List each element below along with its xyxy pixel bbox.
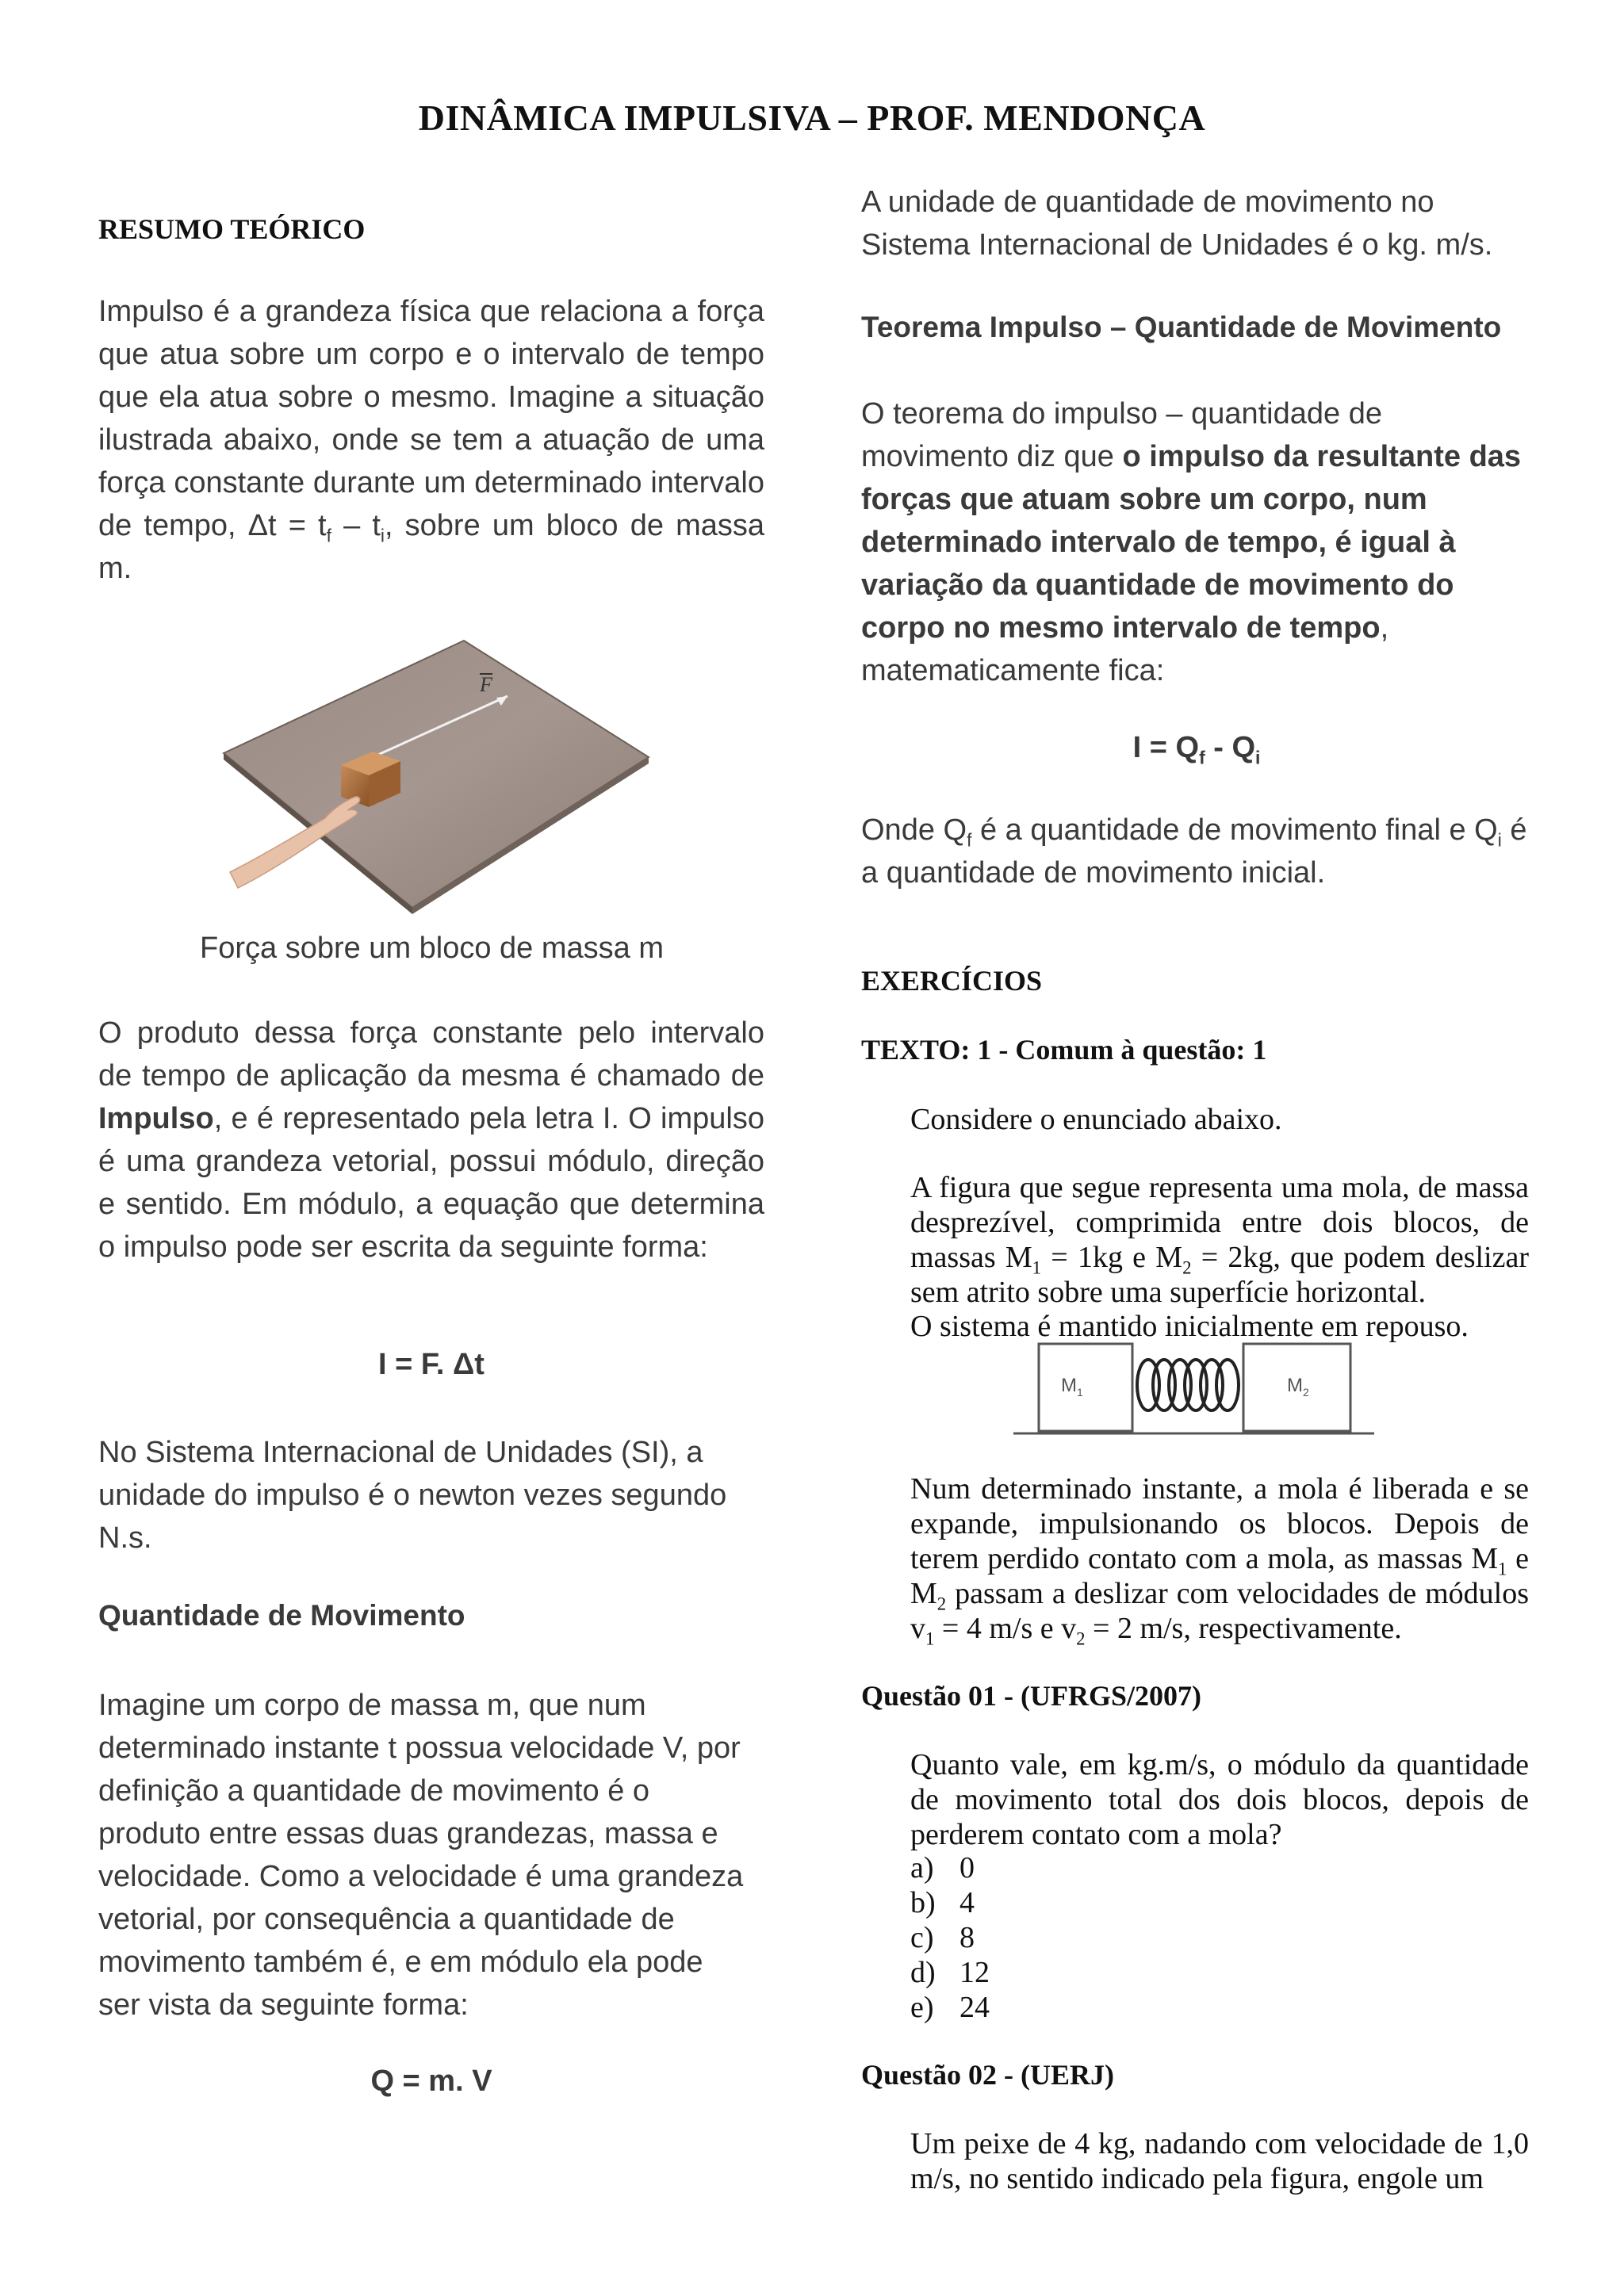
spring-coil <box>1137 1360 1239 1410</box>
q2-text: Um peixe de 4 kg, nadando com velocidade de 1,0 m/s, no sentido indicado pela figura, engole um <box>910 2127 1529 2195</box>
m2-label: $M_2$ <box>1287 1375 1309 1399</box>
num-sub-v1: 1 <box>925 1628 935 1649</box>
option-letter: c) <box>910 1921 934 1954</box>
intro-paragraph <box>98 290 764 590</box>
impulse-formula: I = F. Δt <box>378 1348 485 1381</box>
onde-text-1: Onde Q <box>861 813 967 847</box>
q1-option-b <box>910 1885 990 1920</box>
onde-sub-f: f <box>967 829 972 851</box>
block-m1 <box>1039 1344 1132 1431</box>
unit-paragraph: A unidade de quantidade de movimento no Sistema Internacional de Unidades é o kg. m/s. <box>861 186 1493 262</box>
num-sub-2: 2 <box>936 1594 947 1614</box>
force-label: F <box>480 673 492 696</box>
figure-caption: Força sobre um bloco de massa m <box>200 932 665 965</box>
num-text-3: passam a deslizar com velocidades de módulos v <box>910 1577 1529 1645</box>
theorem-bold: o impulso da resultante das forças que atuam sobre um corpo, num determinado intervalo de tempo, é igual à variação da quantidade de movimento do corpo no mesmo intervalo de tempo <box>861 440 1522 645</box>
num-text-1: Num determinado instante, a mola é liberada e se expande, impulsionando os blocos. Depois de terem perdido contato com a mola, as massas M <box>910 1472 1529 1575</box>
option-value: 12 <box>959 1956 990 1989</box>
q1-text: Quanto vale, em kg.m/s, o módulo da quantidade de movimento total dos dois blocos, depois de perderem contato com a mola? <box>910 1748 1529 1851</box>
sistema-text: O sistema é mantido inicialmente em repouso. <box>910 1310 1469 1343</box>
num-text-2: e M <box>910 1542 1530 1610</box>
exercicios-heading: EXERCÍCIOS <box>861 965 1043 997</box>
option-value: 8 <box>959 1921 975 1954</box>
num-sub-v2: 2 <box>1076 1628 1086 1649</box>
figura-text-2: = 1kg e M <box>1041 1241 1183 1274</box>
resumo-heading: RESUMO TEÓRICO <box>98 213 366 245</box>
intro-text: Impulso é a grandeza física que relaciona a força que atua sobre um corpo e o intervalo de tempo que ela atua sobre o mesmo. Imagine a situação ilustrada abaixo, onde se tem a atuação de uma força constante durante um determinado intervalo de tempo, Δt = t <box>98 295 764 542</box>
q1-option-d <box>910 1955 990 1990</box>
option-letter: e) <box>910 1991 934 2024</box>
q1-option-c <box>910 1920 990 1955</box>
qm-formula: Q = m. V <box>370 2064 492 2098</box>
page-title: DINÂMICA IMPULSIVA – PROF. MENDONÇA <box>418 98 1206 138</box>
spring-blocks-figure <box>1013 1340 1378 1435</box>
theorem-formula-sub-f: f <box>1199 747 1205 768</box>
force-block-figure <box>214 634 658 928</box>
qm-heading: Quantidade de Movimento <box>98 1599 465 1632</box>
q2-heading: Questão 02 - (UERJ) <box>861 2059 1114 2091</box>
theorem-heading: Teorema Impulso – Quantidade de Movimento <box>861 311 1502 343</box>
onde-paragraph <box>861 809 1532 894</box>
num-paragraph <box>910 1471 1530 1649</box>
theorem-formula <box>861 731 1532 768</box>
option-value: 24 <box>959 1991 990 2024</box>
num-text-5: = 2 m/s, respectivamente. <box>1085 1612 1402 1645</box>
q1-option-e <box>910 1990 990 2025</box>
onde-sub-i: i <box>1497 829 1502 851</box>
intro-end: , sobre um bloco de massa m. <box>98 509 764 585</box>
option-letter: b) <box>910 1886 936 1919</box>
figura-text-1: A figura que segue representa uma mola, de massa desprezível, comprimida entre dois blocos, de massas M <box>910 1171 1529 1274</box>
intro-mid: – t <box>331 509 381 542</box>
num-sub-1: 1 <box>1498 1559 1507 1579</box>
theorem-paragraph <box>861 392 1532 692</box>
si-paragraph: No Sistema Internacional de Unidades (SI), a unidade do impulso é o newton vezes segundo N.s. <box>98 1436 727 1555</box>
q1-options <box>910 1850 990 2025</box>
option-value: 4 <box>959 1886 975 1919</box>
theorem-formula-sub-i: i <box>1255 747 1261 768</box>
figura-sub-1: 1 <box>1032 1257 1042 1278</box>
figura-sub-2: 2 <box>1182 1257 1192 1278</box>
figura-paragraph <box>910 1170 1529 1310</box>
product-paragraph <box>98 1012 764 1269</box>
texto-heading: TEXTO: 1 - Comum à questão: 1 <box>861 1034 1267 1066</box>
m1-label: $M_1$ <box>1061 1375 1083 1399</box>
theorem-formula-main: I = Q <box>1132 731 1200 764</box>
intro-sub-i: i <box>380 525 385 546</box>
q1-heading: Questão 01 - (UFRGS/2007) <box>861 1680 1201 1712</box>
q1-option-a <box>910 1850 990 1885</box>
theorem-text-1: O teorema do impulso – quantidade de movimento diz que <box>861 397 1382 473</box>
option-letter: a) <box>910 1851 934 1885</box>
theorem-text-2: , matematicamente fica: <box>861 611 1389 687</box>
qm-paragraph: Imagine um corpo de massa m, que num determinado instante t possua velocidade V, por definição a quantidade de movimento é o produto entre essas duas grandezas, massa e velocidade. Como a velocidade é uma grandeza vetorial, por consequência a quantidade de movimento também é, e em módulo ela pode ser vista da seguinte forma: <box>98 1689 744 2022</box>
onde-text-3: é a quantidade de movimento inicial. <box>861 813 1527 890</box>
intro-sub-f: f <box>326 525 331 546</box>
figura-text-3: = 2kg, que podem deslizar sem atrito sobre uma superfície horizontal. <box>910 1241 1529 1309</box>
onde-text-2: é a quantidade de movimento final e Q <box>971 813 1498 847</box>
option-letter: d) <box>910 1956 936 1989</box>
theorem-formula-mid: - Q <box>1205 731 1255 764</box>
option-value: 0 <box>959 1851 975 1885</box>
num-text-4: = 4 m/s e v <box>934 1612 1077 1645</box>
plane-surface <box>224 641 649 908</box>
considere-text: Considere o enunciado abaixo. <box>910 1103 1282 1136</box>
impulso-term: Impulso <box>98 1102 214 1135</box>
product-text-1: O produto dessa força constante pelo intervalo de tempo de aplicação da mesma é chamado de <box>98 1016 764 1093</box>
product-text-2: , e é representado pela letra I. O impulso é uma grandeza vetorial, possui módulo, direção e sentido. Em módulo, a equação que determina o impulso pode ser escrita da seguinte forma: <box>98 1102 764 1264</box>
